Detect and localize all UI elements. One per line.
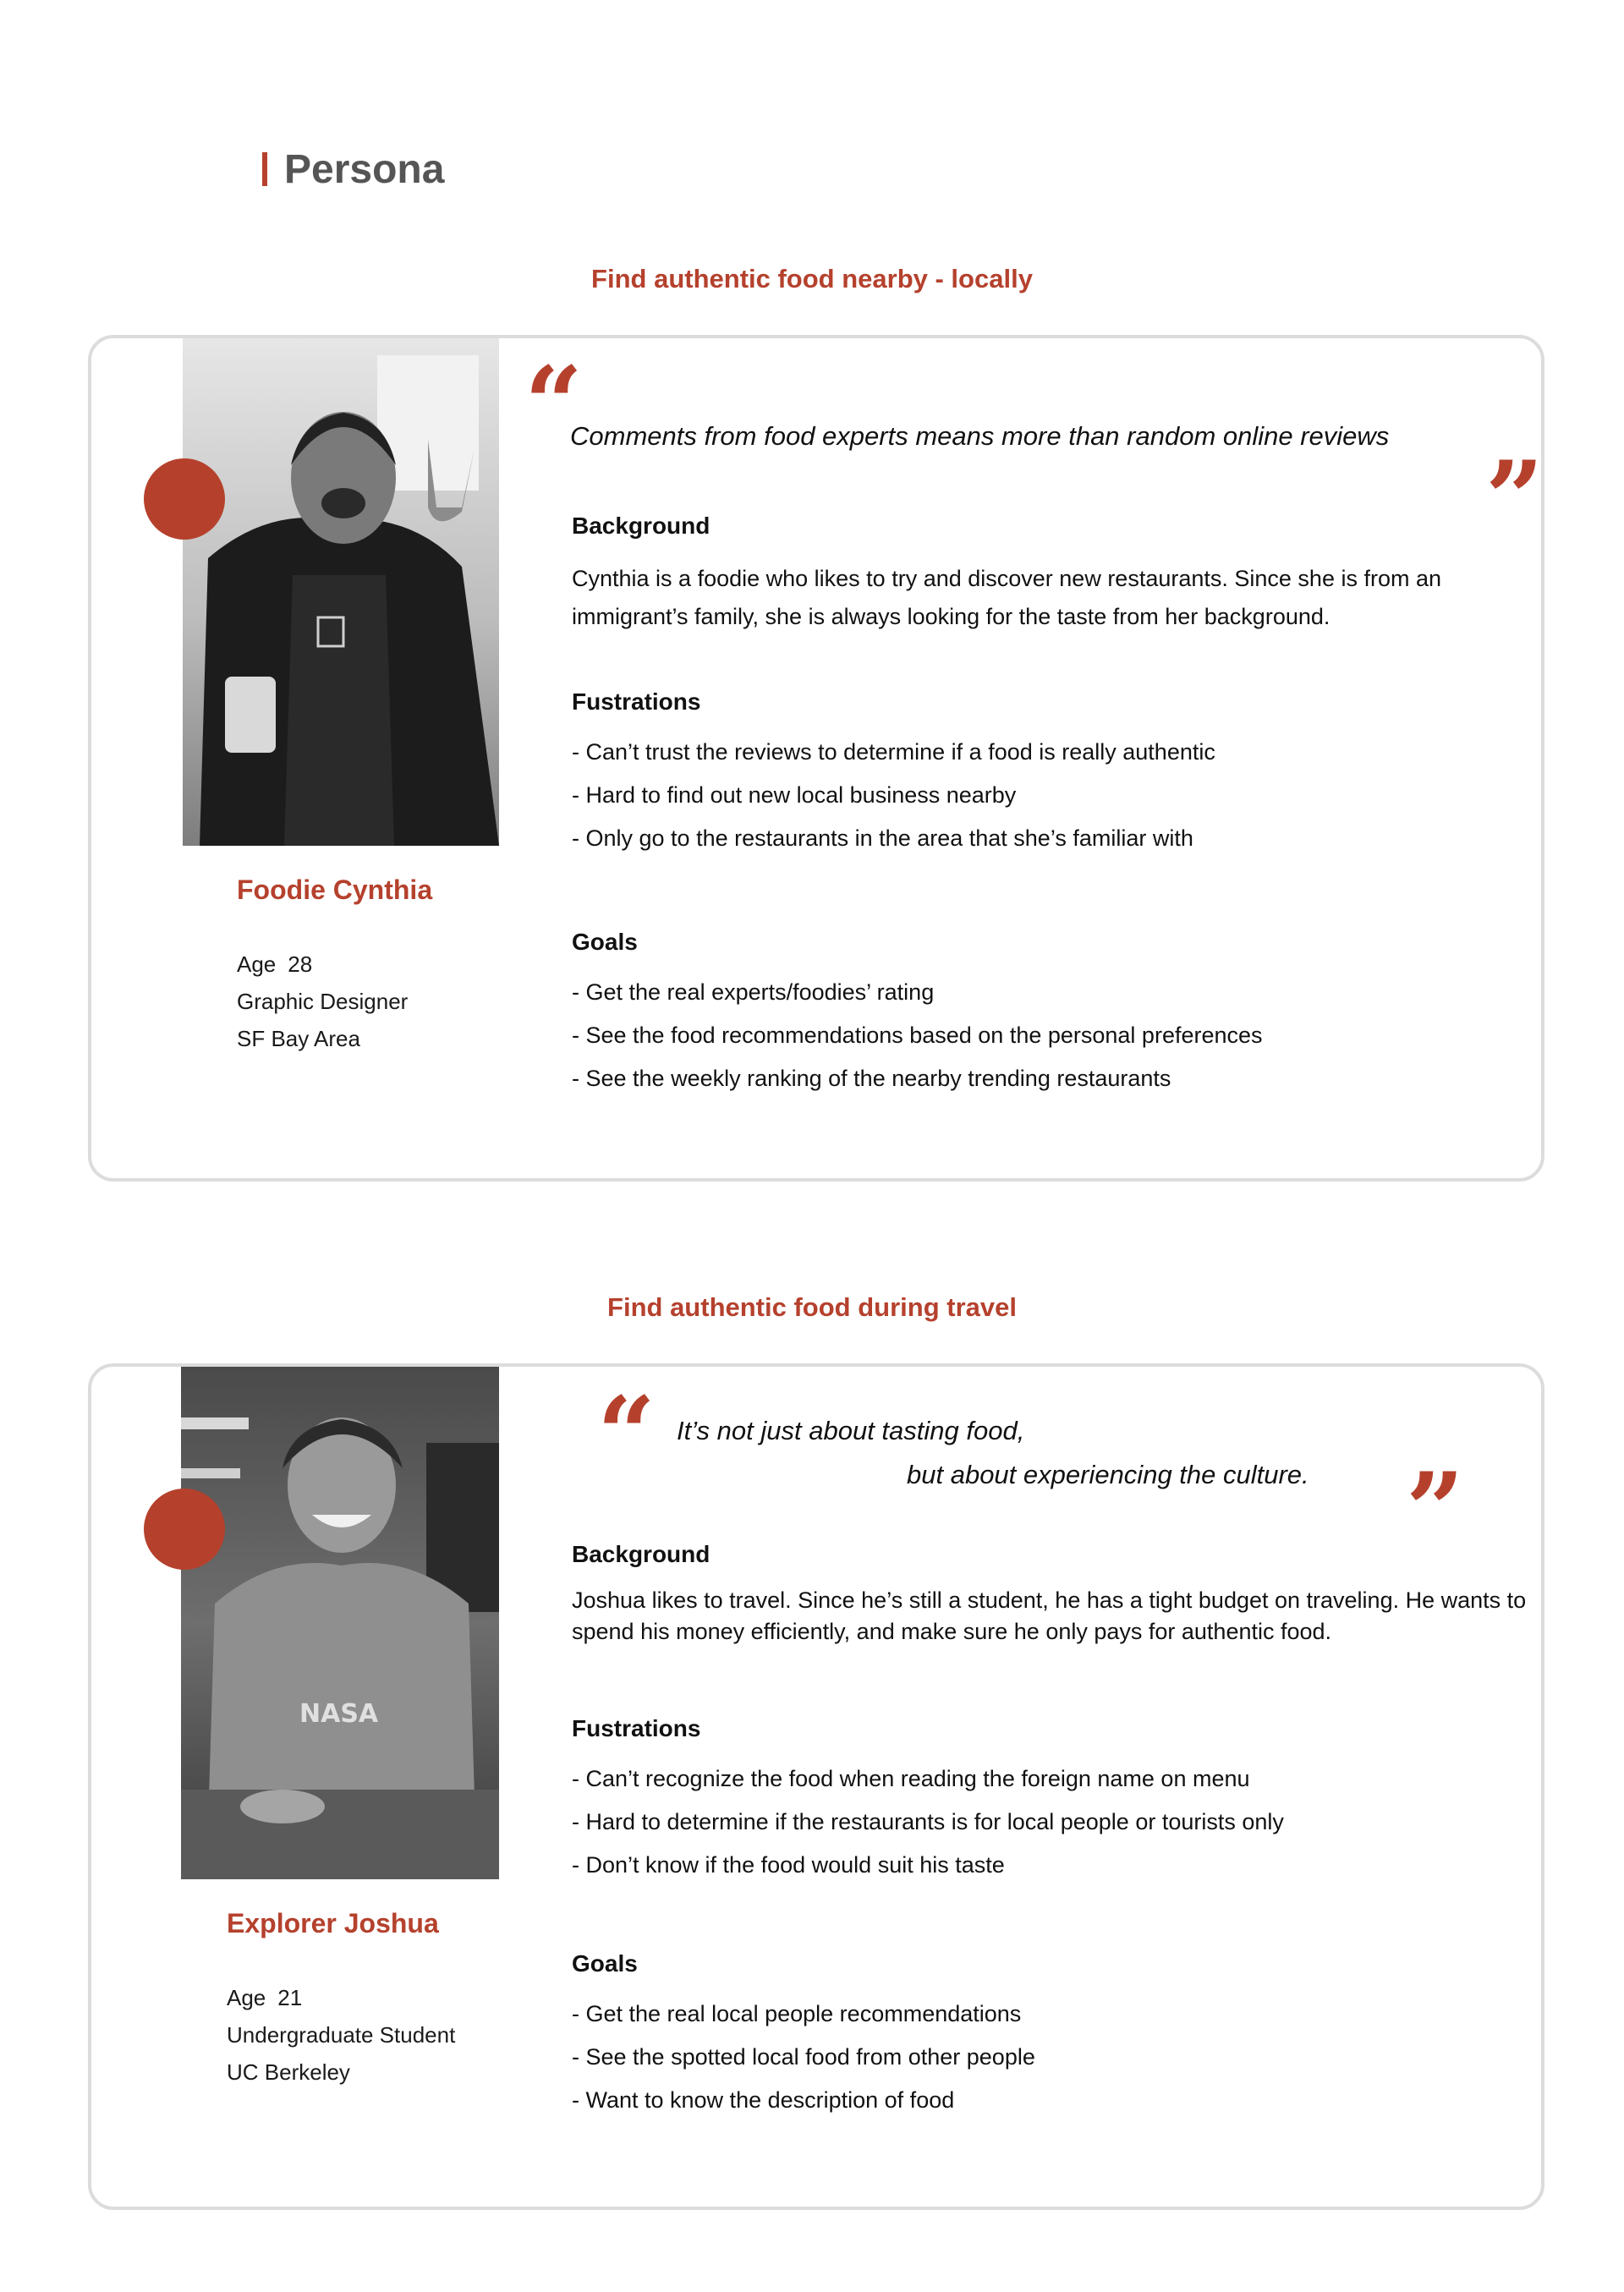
frustrations-list: [572, 1757, 1284, 1887]
frustrations-list: [572, 731, 1215, 860]
occupation: Undergraduate Student: [227, 2022, 456, 2048]
portrait-photo-icon: [183, 338, 499, 846]
age-value: 28: [288, 951, 313, 977]
location: UC Berkeley: [227, 2059, 350, 2085]
list-item: - Get the real local people recommendations: [572, 2001, 1022, 2026]
frustrations-title: Fustrations: [572, 688, 701, 715]
location: SF Bay Area: [237, 1026, 360, 1051]
list-item: - Hard to find out new local business nearby: [572, 782, 1017, 808]
age-row: [227, 1979, 455, 2016]
persona-name: Explorer Joshua: [227, 1908, 439, 1938]
portrait-photo-icon: [181, 1367, 499, 1879]
goals-list: [572, 1993, 1035, 2122]
persona-subtitle: Find authentic food during travel: [607, 1292, 1017, 1322]
close-quote-icon: ”: [1485, 439, 1544, 558]
background-title: Background: [572, 513, 710, 539]
age-value: 21: [277, 1985, 303, 2010]
list-item: - See the weekly ranking of the nearby trending restaurants: [572, 1066, 1171, 1091]
persona-quote: Comments from food experts means more than random online reviews: [570, 421, 1390, 451]
list-item: - Only go to the restaurants in the area that she’s familiar with: [572, 825, 1193, 851]
svg-text:NASA: NASA: [299, 1699, 379, 1729]
age-label: Age: [237, 951, 277, 977]
persona-subtitle: Find authentic food nearby - locally: [591, 264, 1033, 293]
list-item: - Want to know the description of food: [572, 2087, 955, 2113]
close-quote-icon: ”: [1406, 1450, 1465, 1570]
persona-name: Foodie Cynthia: [237, 875, 433, 905]
persona-card: [88, 1363, 1544, 2210]
section-title: Persona: [284, 146, 445, 192]
list-item: - Can’t recognize the food when reading the foreign name on menu: [572, 1766, 1250, 1791]
list-item: - See the food recommendations based on the personal preferences: [572, 1023, 1263, 1048]
persona-quote-line: but about experiencing the culture.: [907, 1460, 1309, 1489]
occupation: Graphic Designer: [237, 989, 409, 1014]
background-title: Background: [572, 1541, 710, 1567]
age-label: Age: [227, 1985, 266, 2010]
list-item: - See the spotted local food from other people: [572, 2044, 1035, 2070]
persona-meta: [227, 1979, 455, 2091]
portrait-photo: [181, 1367, 499, 1879]
persona-card: [88, 335, 1544, 1182]
portrait-photo: [183, 338, 499, 846]
accent-dot: [144, 458, 225, 540]
section-header: [262, 142, 444, 196]
persona-meta: [237, 946, 408, 1057]
frustrations-title: Fustrations: [572, 1715, 701, 1741]
open-quote-icon: “: [597, 1374, 656, 1494]
goals-title: Goals: [572, 929, 638, 955]
list-item: - Don’t know if the food would suit his taste: [572, 1852, 1005, 1878]
accent-dot: [144, 1489, 225, 1570]
list-item: - Get the real experts/foodies’ rating: [572, 979, 935, 1005]
open-quote-icon: “: [524, 344, 584, 463]
accent-bar: [262, 152, 267, 186]
goals-list: [572, 971, 1263, 1100]
goals-title: Goals: [572, 1950, 638, 1977]
list-item: - Hard to determine if the restaurants is for local people or tourists only: [572, 1809, 1284, 1834]
age-row: [237, 946, 408, 983]
persona-quote-line: It’s not just about tasting food,: [677, 1416, 1025, 1445]
background-text: Joshua likes to travel. Since he’s still a student, he has a tight budget on traveling. He wants to spend his money efficiently, and make sure he only pays for authentic food.: [572, 1587, 1527, 1644]
list-item: - Can’t trust the reviews to determine if a food is really authentic: [572, 739, 1215, 765]
background-text: Cynthia is a foodie who likes to try and discover new restaurants. Since she is from an immigrant’s family, she is always looking for the taste from her background.: [572, 566, 1441, 629]
